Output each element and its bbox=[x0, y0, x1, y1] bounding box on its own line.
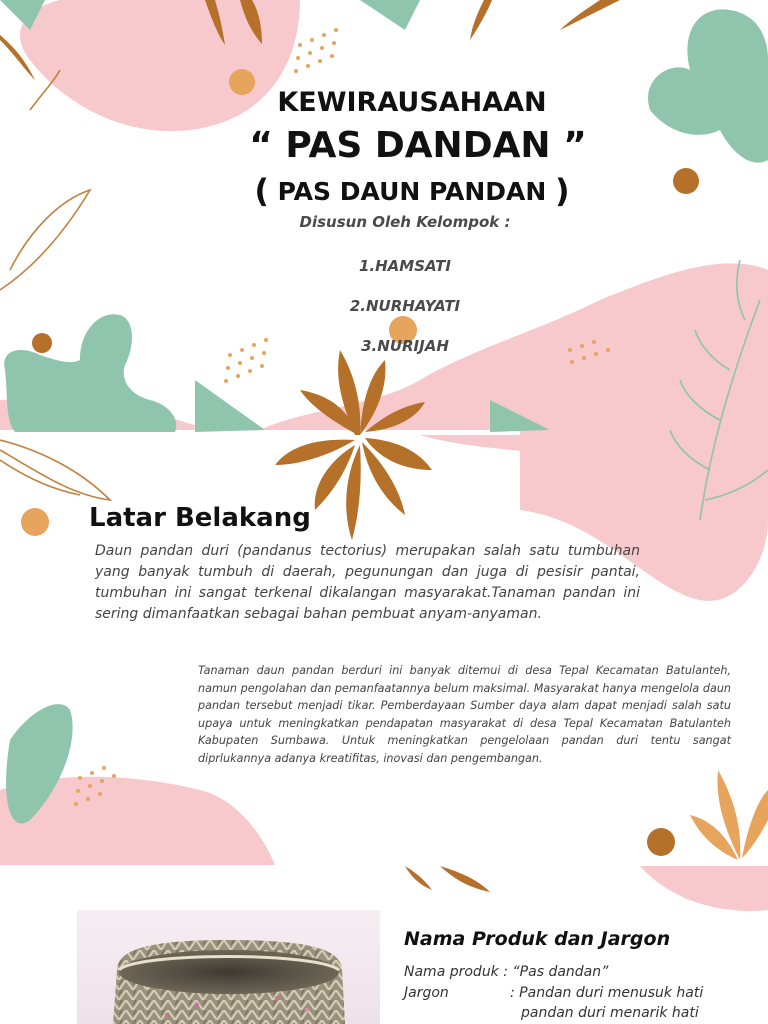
pink-blob-bottom-right bbox=[640, 866, 768, 911]
brown-leaf-bottom-right bbox=[690, 770, 768, 860]
mint-blob-left bbox=[4, 314, 176, 432]
title-line-1: KEWIRAUSAHAAN bbox=[277, 87, 547, 118]
product-name-value: “Pas dandan” bbox=[512, 964, 609, 980]
close-paren: ) bbox=[555, 172, 570, 210]
member-2: 2.NURHAYATI bbox=[349, 297, 461, 315]
mint-leaf-small bbox=[195, 380, 265, 432]
jargon-line-1: Pandan duri menusuk hati bbox=[519, 985, 704, 1001]
jargon-separator: : bbox=[510, 985, 515, 1001]
jargon-line-2: pandan duri menarik hati bbox=[521, 1005, 699, 1021]
woven-basket-image bbox=[77, 910, 380, 1024]
product-name-row bbox=[404, 964, 608, 980]
title-line-3-text: PAS DAUN PANDAN bbox=[277, 177, 547, 206]
background-paragraph-1: Daun pandan duri (pandanus tectorius) merupakan salah satu tumbuhan yang banyak tumbuh di daerah, pegunungan dan juga di pesisir pantai, tumbuhan ini sangat terkenal dikalangan masyarakat.Tanaman pandan ini sering dimanfaatkan sebagai bahan pembuat anyam-anyaman. bbox=[95, 543, 640, 622]
product-photo bbox=[77, 910, 380, 1024]
product-name-label: Nama produk : bbox=[404, 964, 508, 980]
member-3: 3.NURIJAH bbox=[361, 337, 449, 355]
brown-leaves-under-photo bbox=[405, 866, 490, 892]
section-heading-product: Nama Produk dan Jargon bbox=[404, 928, 671, 950]
section-heading-background: Latar Belakang bbox=[89, 503, 311, 533]
jargon-label: Jargon bbox=[404, 985, 449, 1001]
background-paragraph-2: Tanaman daun pandan berduri ini banyak ditemui di desa Tepal Kecamatan Batulanteh, namun pengolahan dan pemanfaatannya belum maksimal. Masyarakat hanya mengelola daun pandan tersebut menjadi tikar. Pemberdayaan Sumber daya alam dapat menjadi salah satu upaya untuk meningkatkan pendapatan masyarakat di desa Tepal Kecamatan Batulanteh Kabupaten Sumbawa. Untuk meningkatkan pengelolaan pandan duri tentu sangat diprlukannya adanya kreatifitas, inovasi dan pengembangan. bbox=[198, 664, 731, 765]
compiled-by: Disusun Oleh Kelompok : bbox=[299, 213, 511, 231]
mint-leaf-top bbox=[360, 0, 420, 30]
title-line-2: “ PAS DANDAN ” bbox=[249, 125, 587, 166]
open-paren: ( bbox=[254, 172, 269, 210]
member-1: 1.HAMSATI bbox=[358, 257, 451, 275]
title-line-3 bbox=[0, 172, 768, 210]
jargon-line-1-row bbox=[510, 985, 703, 1001]
